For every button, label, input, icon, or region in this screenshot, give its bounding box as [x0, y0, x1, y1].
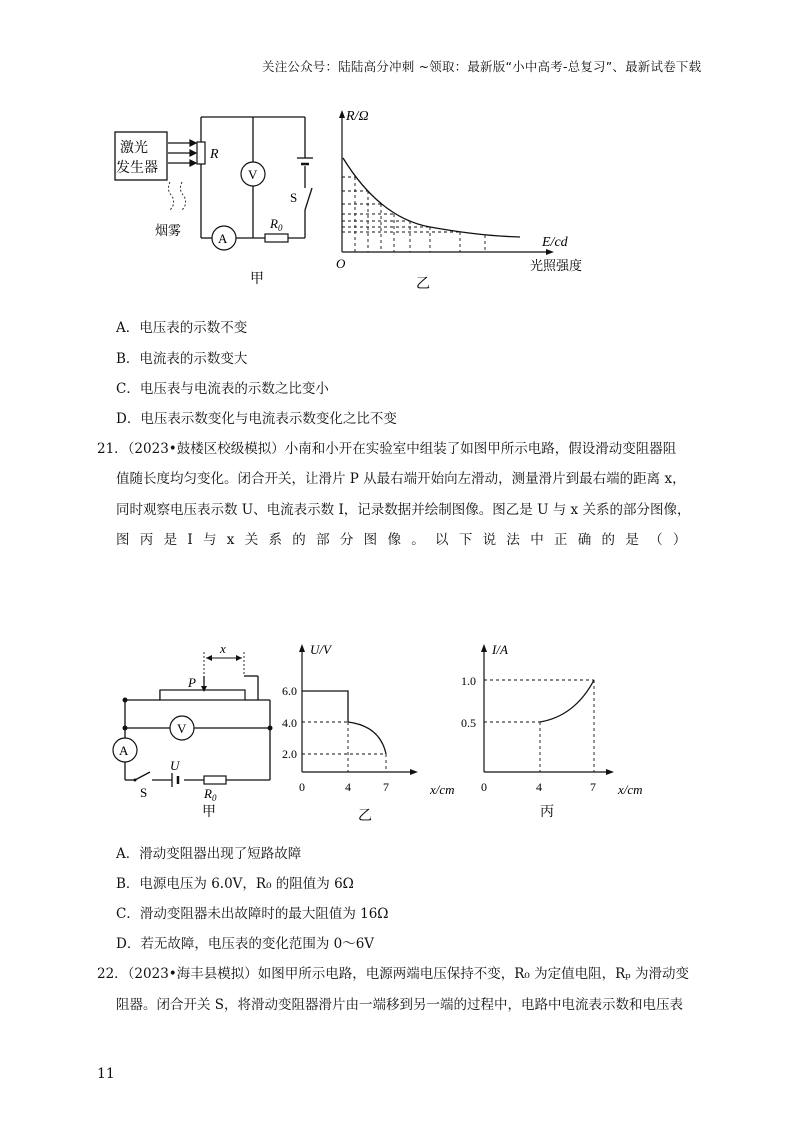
- q21-voltmeter-label: V: [177, 721, 187, 736]
- q21-u-label: U: [170, 758, 180, 773]
- x-tick-0-yi: 0: [299, 780, 305, 794]
- laser-label-1: 激光: [120, 141, 148, 156]
- q21-option-c: C．滑动变阻器未出故障时的最大阻值为 16Ω: [116, 906, 389, 922]
- ammeter-label: A: [218, 231, 228, 246]
- x-tick-4-bing: 4: [536, 780, 542, 794]
- resistor-r0-label: $R_0$: [270, 216, 283, 233]
- q20-option-a: A．电压表的示数不变: [116, 320, 248, 336]
- x-tick-7-yi: 7: [383, 780, 389, 794]
- resistor-r-label: R: [210, 147, 219, 162]
- r-curve: [343, 158, 520, 237]
- x-caption: 光照强度: [530, 258, 583, 273]
- q22-line-1: 22．（2023•海丰县模拟）如图甲所示电路，电源两端电压保持不变，R₀ 为定值电阻，Rₚ 为滑动变: [97, 966, 689, 982]
- page-number: 11: [97, 1066, 115, 1082]
- graph-r-vs-e: [336, 109, 582, 292]
- u-tick-4: 4.0: [282, 716, 297, 730]
- i-tick-05: 0.5: [461, 716, 476, 730]
- switch: [305, 188, 312, 210]
- q21-option-d: D．若无故障，电压表的变化范围为 0～6V: [116, 936, 375, 952]
- caption-jia-1: 甲: [250, 272, 264, 287]
- u-tick-6: 6.0: [282, 684, 297, 698]
- u-tick-2: 2.0: [282, 747, 297, 761]
- slider-p-label: P: [188, 675, 196, 690]
- caption-jia-2: 甲: [202, 805, 216, 820]
- i-axis-label: I/A: [492, 642, 508, 657]
- smoke-label: 烟雾: [155, 223, 182, 238]
- voltmeter-label: V: [248, 167, 258, 182]
- q20-option-d: D．电压表示数变化与电流表示数变化之比不变: [116, 411, 397, 427]
- u-line-flat: [302, 691, 348, 722]
- resistor-r: [197, 142, 205, 164]
- q21-r0: [204, 776, 226, 784]
- q22-line-2: 阻器。闭合开关 S，将滑动变阻器滑片由一端移到另一端的过程中，电路中电流表示数和电压表: [116, 997, 684, 1013]
- caption-yi-2: 乙: [358, 809, 372, 824]
- u-curve: [348, 722, 386, 754]
- graph-u-vs-x: [282, 642, 455, 824]
- laser-arrows: [168, 140, 196, 166]
- i-tick-1: 1.0: [461, 674, 476, 688]
- rheostat: [160, 690, 245, 700]
- i-curve: [540, 680, 594, 722]
- laser-label-2: 发生器: [116, 161, 158, 176]
- q21-option-b: B．电源电压为 6.0V，R₀ 的阻值为 6Ω: [116, 876, 354, 892]
- q20-option-b: B．电流表的示数变大: [116, 351, 248, 367]
- q21-switch-label: S: [140, 785, 148, 800]
- y-axis-label: R/Ω: [346, 109, 369, 124]
- page-header: 关注公众号：陆陆高分冲刺 ~领取：最新版“小中高考-总复习”、最新试卷下载: [262, 59, 702, 74]
- q21-r0-label: $R_0$: [204, 786, 217, 803]
- origin-label: O: [336, 256, 346, 271]
- q21-line-1: 21．（2023•鼓楼区校级模拟）小南和小开在实验室中组装了如图甲所示电路，假设滑动变阻器阻: [97, 441, 677, 457]
- x-axis-label-bing: x/cm: [618, 782, 643, 797]
- q21-line-2: 值随长度均匀变化。闭合开关，让滑片 P 从最右端开始向左滑动，测量滑片到最右端的距离 x，: [116, 471, 686, 487]
- resistor-r0: [265, 234, 288, 242]
- caption-yi-1: 乙: [416, 277, 430, 292]
- q20-option-c: C．电压表与电流表的示数之比变小: [116, 381, 329, 397]
- dashed-grid: [342, 177, 485, 252]
- q21-switch: [135, 772, 150, 780]
- caption-bing: 丙: [540, 805, 554, 820]
- figure-q20: [100, 100, 660, 300]
- x-tick-4-yi: 4: [345, 780, 351, 794]
- graph-i-vs-x: [461, 642, 643, 820]
- x-axis-label-yi: x/cm: [430, 782, 455, 797]
- u-axis-label: U/V: [310, 642, 331, 657]
- switch-label: S: [290, 190, 298, 205]
- q21-ammeter-label: A: [119, 743, 129, 758]
- q21-option-a: A．滑动变阻器出现了短路故障: [116, 846, 302, 862]
- figure-q21: [100, 630, 680, 830]
- x-tick-0-bing: 0: [481, 780, 487, 794]
- x-axis-label: E/cd: [542, 235, 568, 250]
- q21-line-3: 同时观察电压表示数 U、电流表示数 I，记录数据并绘制图像。图乙是 U 与 x 关系的部分图像，: [116, 502, 691, 518]
- x-tick-7-bing: 7: [590, 780, 596, 794]
- q21-line-4: 图 丙 是 I 与 x 关 系 的 部 分 图 像 。 以 下 说 法 中 正 确 的 是 （ ）: [116, 532, 687, 548]
- smoke-lines: [168, 182, 185, 210]
- x-dimension-label: x: [220, 641, 226, 656]
